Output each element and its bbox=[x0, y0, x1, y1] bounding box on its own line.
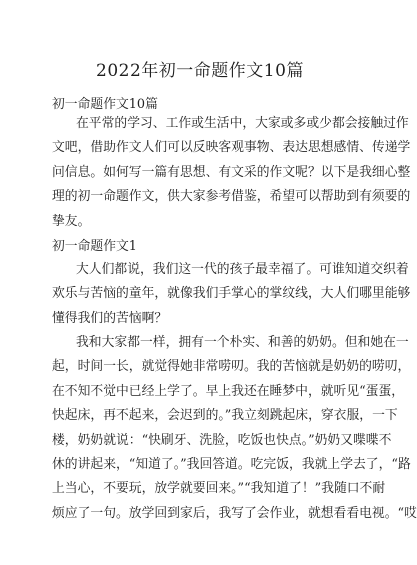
text-line: 起，时间一长，就觉得她非常唠叨。我的苦恼就是奶奶的唠叨， bbox=[52, 359, 411, 375]
text-line: 问信息。如何写一篇有思想、有文采的作文呢？以下是我细心整 bbox=[52, 164, 411, 180]
text-line: 欢乐与苦恼的童年，就像我们手掌心的掌纹线，大人们哪里能够 bbox=[52, 286, 411, 302]
text-line: 快起床，再不起来，会迟到的。”我立刻跳起床，穿衣服，一下 bbox=[52, 408, 398, 424]
text-line: 懂得我们的苦恼啊？ bbox=[52, 310, 168, 326]
text-line: 在不知不觉中已经上学了。早上我还在睡梦中，就听见“蛋蛋， bbox=[52, 383, 405, 399]
text-line: 上当心，不要玩，放学就要回来。”“我知道了！”我随口不耐 bbox=[52, 481, 386, 497]
text-line: 挚友。 bbox=[52, 213, 91, 229]
intro-paragraph bbox=[52, 112, 411, 234]
essay1-paragraph-1 bbox=[52, 258, 411, 331]
text-line: 在平常的学习、工作或生活中，大家或多或少都会接触过作 bbox=[76, 116, 409, 131]
intro-heading: 初一命题作文10篇 bbox=[52, 97, 158, 112]
text-line: 烦应了一句。放学回到家后，我写了会作业，就想看看电视。“哎 bbox=[52, 505, 417, 521]
text-line: 休的讲起来，“知道了。”我回答道。吃完饭，我就上学去了，“路 bbox=[52, 457, 411, 473]
essay1-paragraph-2 bbox=[52, 331, 417, 526]
text-line: 理的初一命题作文，供大家参考借鉴，希望可以帮助到有须要的 bbox=[52, 189, 411, 205]
text-line: 楼，奶奶就说：“快刷牙、洗脸，吃饭也快点。”奶奶又喋喋不 bbox=[52, 432, 392, 448]
essay1-heading: 初一命题作文1 bbox=[52, 239, 137, 254]
text-line: 大人们都说，我们这一代的孩子最幸福了。可谁知道交织着 bbox=[76, 262, 409, 277]
text-line: 文吧，借助作文人们可以反映客观事物、表达思想感情、传递学 bbox=[52, 140, 411, 156]
text-line: 我和大家都一样，拥有一个朴实、和善的奶奶。但和她在一 bbox=[76, 335, 409, 350]
document-title: 2022年初一命题作文10篇 bbox=[96, 61, 304, 81]
